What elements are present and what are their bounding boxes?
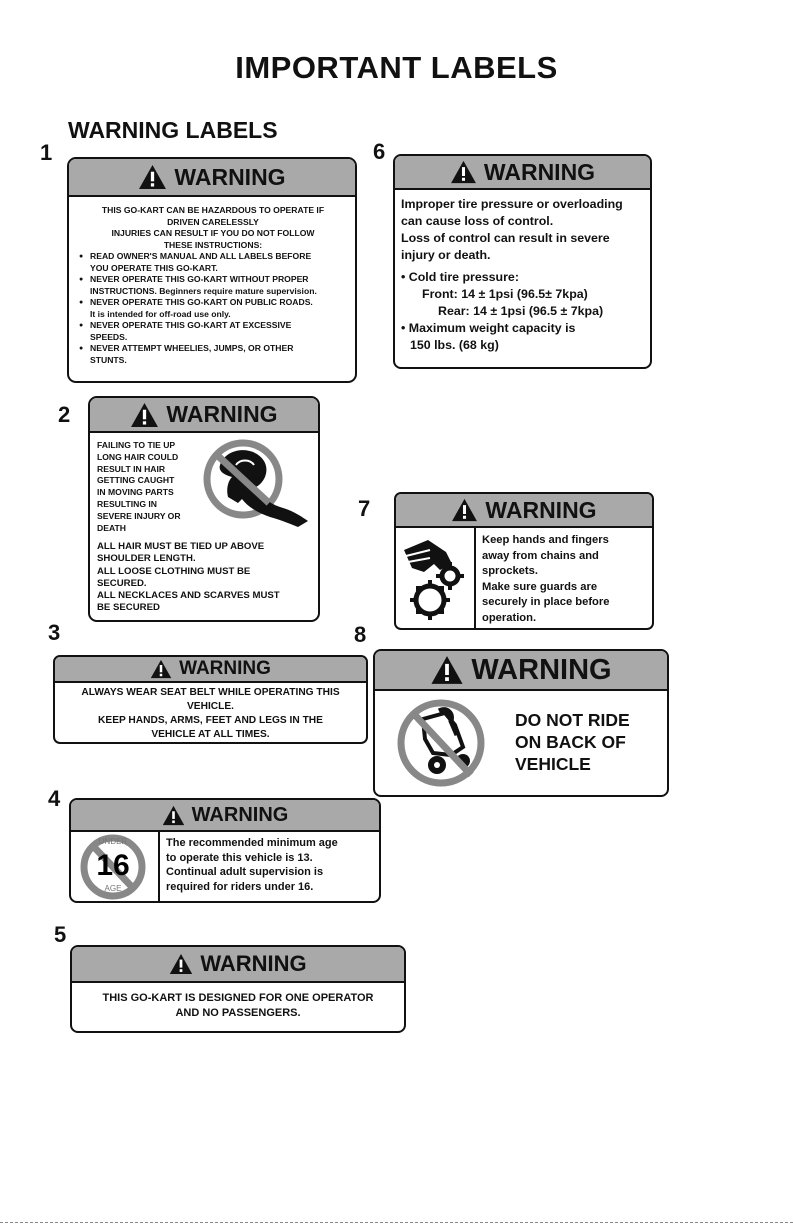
label-6-text: Improper tire pressure or overloading can cause loss of control. Loss of control can result in severe injury or death. • Cold tire pressure: Front: 14 ± 1psi (96.5± 7kpa) Rear: 14 ± 1psi (96.5 ± 7kpa) • Maximum weight capacity is 150 lbs. (68 kg) bbox=[401, 197, 623, 352]
section-title: WARNING LABELS bbox=[68, 117, 278, 143]
label-number-4: 4 bbox=[48, 786, 61, 811]
page-title: IMPORTANT LABELS bbox=[235, 50, 558, 85]
badge-bottom-text: AGE bbox=[104, 884, 122, 893]
warning-word: WARNING bbox=[179, 658, 271, 679]
label-number-3: 3 bbox=[48, 620, 61, 645]
warning-triangle-icon bbox=[430, 655, 464, 685]
label-1-intro bbox=[79, 205, 347, 251]
warning-header bbox=[90, 398, 318, 433]
list-item: ● NEVER OPERATE THIS GO-KART ON PUBLIC ROADS. It is intended for off-road use only. bbox=[79, 297, 347, 320]
warning-word: WARNING bbox=[174, 163, 286, 190]
label-number-2: 2 bbox=[58, 402, 71, 427]
warning-word: WARNING bbox=[200, 951, 307, 976]
warning-header bbox=[375, 651, 667, 691]
label-1-list bbox=[79, 251, 347, 366]
warning-label-1 bbox=[67, 157, 357, 383]
text-line: THESE INSTRUCTIONS: bbox=[163, 239, 263, 250]
label-number-1: 1 bbox=[40, 140, 53, 165]
list-item: ● NEVER OPERATE THIS GO-KART WITHOUT PROPER INSTRUCTIONS. Beginners require mature supervision. bbox=[79, 274, 347, 297]
warning-label-2 bbox=[88, 396, 320, 622]
hand-sprocket-icon bbox=[400, 534, 470, 622]
label-4-text: The recommended minimum age to operate this vehicle is 13. Continual adult supervision is required for riders under 16. bbox=[158, 832, 379, 903]
warning-triangle-icon bbox=[130, 402, 159, 428]
label-3-text: ALWAYS WEAR SEAT BELT WHILE OPERATING THIS VEHICLE. KEEP HANDS, ARMS, FEET AND LEGS IN THE VEHICLE AT ALL TIMES. bbox=[81, 687, 340, 740]
warning-word: WARNING bbox=[485, 496, 597, 523]
label-number-7: 7 bbox=[358, 496, 371, 521]
label-5-text: THIS GO-KART IS DESIGNED FOR ONE OPERATOR AND NO PASSENGERS. bbox=[102, 992, 374, 1019]
warning-label-4 bbox=[69, 798, 381, 903]
warning-header bbox=[396, 494, 652, 528]
warning-triangle-icon bbox=[150, 659, 172, 679]
list-item: ● NEVER OPERATE THIS GO-KART AT EXCESSIVE SPEEDS. bbox=[79, 320, 347, 343]
warning-label-3 bbox=[53, 655, 368, 744]
warning-triangle-icon bbox=[162, 805, 185, 826]
badge-top-text: UNDER bbox=[98, 837, 128, 846]
label-number-5: 5 bbox=[54, 922, 67, 947]
warning-word: WARNING bbox=[483, 158, 596, 185]
warning-header bbox=[71, 800, 379, 832]
warning-word: WARNING bbox=[191, 803, 289, 826]
text-line: INJURIES CAN RESULT IF YOU DO NOT FOLLOW bbox=[111, 228, 315, 238]
list-item: ● NEVER ATTEMPT WHEELIES, JUMPS, OR OTHER STUNTS. bbox=[79, 343, 347, 366]
badge-number: 16 bbox=[96, 849, 130, 882]
warning-triangle-icon bbox=[138, 164, 167, 190]
page-bottom-border bbox=[0, 1222, 793, 1223]
label-number-8: 8 bbox=[354, 622, 367, 647]
label-number-6: 6 bbox=[373, 139, 386, 164]
warning-header bbox=[395, 156, 650, 190]
warning-triangle-icon bbox=[169, 953, 193, 975]
warning-header bbox=[72, 947, 404, 983]
text-line: THIS GO-KART CAN BE HAZARDOUS TO OPERATE IF bbox=[101, 205, 325, 215]
no-riding-on-back-icon bbox=[393, 695, 493, 791]
label-8-text: DO NOT RIDE ON BACK OF VEHICLE bbox=[515, 710, 630, 774]
warning-label-7 bbox=[394, 492, 654, 630]
hand-sprocket-panel bbox=[396, 528, 474, 628]
text-line: DRIVEN CARELESSLY bbox=[167, 216, 259, 227]
warning-header bbox=[55, 657, 366, 683]
warning-label-6 bbox=[393, 154, 652, 369]
warning-header bbox=[69, 159, 355, 197]
list-item: ● READ OWNER'S MANUAL AND ALL LABELS BEFORE YOU OPERATE THIS GO-KART. bbox=[79, 251, 347, 274]
label-2-side-text: FAILING TO TIE UP LONG HAIR COULD RESULT IN HAIR GETTING CAUGHT IN MOVING PARTS RESULTING IN SEVERE INJURY OR DEATH bbox=[97, 440, 181, 533]
warning-triangle-icon bbox=[450, 160, 477, 184]
label-7-text: Keep hands and fingers away from chains and sprockets. Make sure guards are securely in place before operation. bbox=[474, 528, 652, 628]
label-2-bottom-text: ALL HAIR MUST BE TIED UP ABOVE SHOULDER LENGTH. ALL LOOSE CLOTHING MUST BE SECURED. ALL NECKLACES AND SCARVES MUST BE SECURED bbox=[97, 541, 280, 614]
warning-word: WARNING bbox=[166, 401, 278, 427]
warning-triangle-icon bbox=[451, 498, 478, 522]
warning-label-5 bbox=[70, 945, 406, 1033]
warning-word: WARNING bbox=[471, 653, 612, 686]
warning-label-8 bbox=[373, 649, 669, 797]
age-badge bbox=[71, 832, 158, 903]
no-long-hair-icon bbox=[198, 437, 314, 529]
